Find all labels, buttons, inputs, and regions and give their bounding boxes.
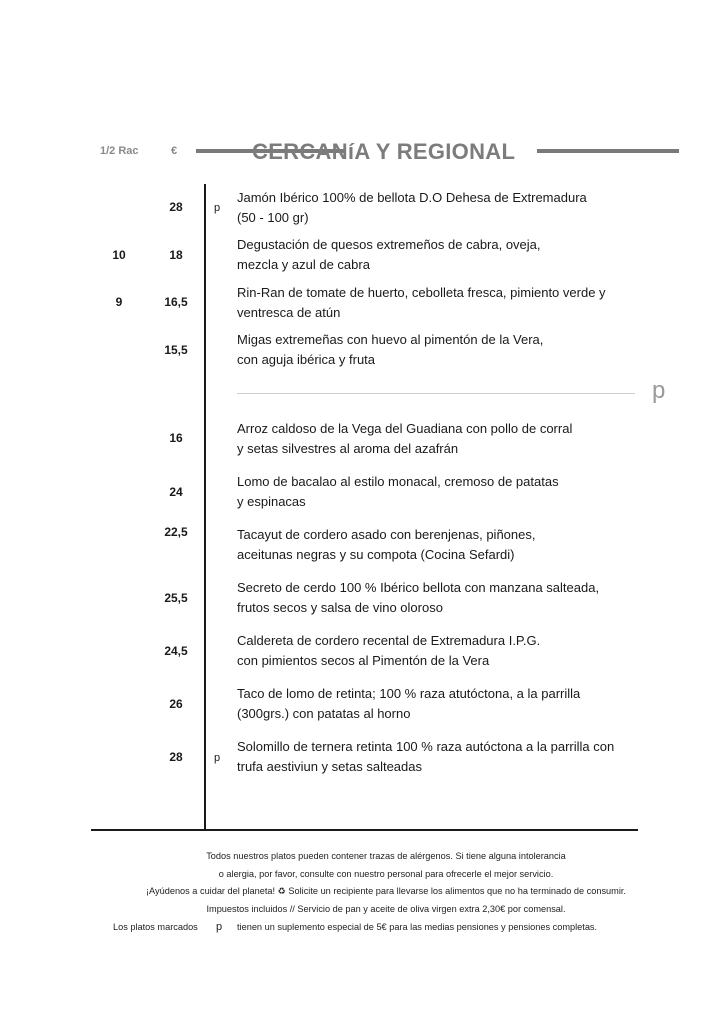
item-price: 15,5 (164, 343, 188, 357)
item-line-1: Caldereta de cordero recental de Extremadura I.P.G. (237, 633, 541, 648)
footer-planet-note: ¡Ayúdenos a cuidar del planeta! ♻ Solicite un recipiente para llevarse los alimentos que no ha terminado de consumir. (146, 886, 626, 896)
footer-allergen-line-2: o alergia, por favor, consulte con nuestro personal para ofrecerle el mejor servicio. (218, 869, 554, 879)
item-price: 25,5 (164, 591, 188, 605)
item-line-1: Jamón Ibérico 100% de bellota D.O Dehesa de Extremadura (237, 190, 587, 205)
item-line-1: Lomo de bacalao al estilo monacal, cremoso de patatas (237, 474, 559, 489)
footer-taxes-note: Impuestos incluidos // Servicio de pan y aceite de oliva virgen extra 2,30€ por comensal. (206, 904, 566, 914)
half-ration-header: 1/2 Rac (100, 145, 139, 157)
supplement-mark: p (214, 752, 221, 764)
half-ration-price: 9 (115, 295, 123, 309)
currency-header: € (171, 145, 178, 157)
item-line-2: con aguja ibérica y fruta (237, 352, 376, 367)
item-line-2: frutos secos y salsa de vino oloroso (237, 600, 443, 615)
item-line-1: Rin-Ran de tomate de huerto, cebolleta fresca, pimiento verde y (237, 285, 606, 300)
item-price: 24,5 (164, 644, 188, 658)
item-line-2: (300grs.) con patatas al horno (237, 706, 411, 721)
item-line-2: con pimientos secos al Pimentón de la Vera (237, 653, 490, 668)
item-description (237, 419, 637, 459)
footer-supplement-mark: p (216, 921, 223, 933)
supplement-mark: p (214, 202, 221, 214)
item-price: 16 (169, 431, 183, 445)
item-description (237, 525, 637, 565)
footer-allergen-line-1: Todos nuestros platos pueden contener trazas de alérgenos. Si tiene alguna intolerancia (206, 851, 566, 861)
footer-supplement-prefix: Los platos marcados (113, 922, 198, 932)
item-price: 16,5 (164, 295, 188, 309)
separator-mark: p (652, 377, 666, 404)
item-line-1: Tacayut de cordero asado con berenjenas, piñones, (237, 527, 536, 542)
item-price: 22,5 (164, 525, 188, 539)
item-line-1: Solomillo de ternera retinta 100 % raza autóctona a la parrilla con (237, 739, 615, 754)
item-line-1: Secreto de cerdo 100 % Ibérico bellota con manzana salteada, (237, 580, 600, 595)
item-line-2: (50 - 100 gr) (237, 210, 309, 225)
section-separator (237, 393, 635, 394)
item-description (237, 472, 637, 512)
item-description (237, 283, 637, 323)
item-description (237, 330, 637, 370)
item-description (237, 684, 637, 724)
half-ration-price: 10 (112, 248, 126, 262)
item-line-1: Degustación de quesos extremeños de cabra, oveja, (237, 237, 541, 252)
item-price: 26 (169, 697, 183, 711)
item-description (237, 188, 637, 228)
item-line-2: mezcla y azul de cabra (237, 257, 370, 272)
item-line-1: Migas extremeñas con huevo al pimentón de la Vera, (237, 332, 544, 347)
title-rule-right (537, 149, 679, 153)
item-line-1: Arroz caldoso de la Vega del Guadiana con pollo de corral (237, 421, 573, 436)
item-price: 28 (169, 750, 183, 764)
column-divider (204, 184, 206, 831)
item-description (237, 578, 637, 618)
item-line-2: y setas silvestres al aroma del azafrán (237, 441, 459, 456)
item-price: 28 (169, 200, 183, 214)
bottom-rule (91, 829, 638, 831)
item-line-2: ventresca de atún (237, 305, 341, 320)
item-description (237, 235, 637, 275)
item-line-1: Taco de lomo de retinta; 100 % raza atutóctona, a la parrilla (237, 686, 581, 701)
item-line-2: y espinacas (237, 494, 306, 509)
footer-supplement-text: tienen un suplemento especial de 5€ para las medias pensiones y pensiones completas. (237, 922, 598, 932)
item-line-2: aceitunas negras y su compota (Cocina Sefardi) (237, 547, 515, 562)
item-description (237, 631, 637, 671)
item-description (237, 737, 637, 777)
item-price: 24 (169, 485, 183, 499)
page-title: CERCANíA Y REGIONAL (252, 139, 516, 164)
item-line-2: trufa aestiviun y setas salteadas (237, 759, 422, 774)
item-price: 18 (169, 248, 183, 262)
